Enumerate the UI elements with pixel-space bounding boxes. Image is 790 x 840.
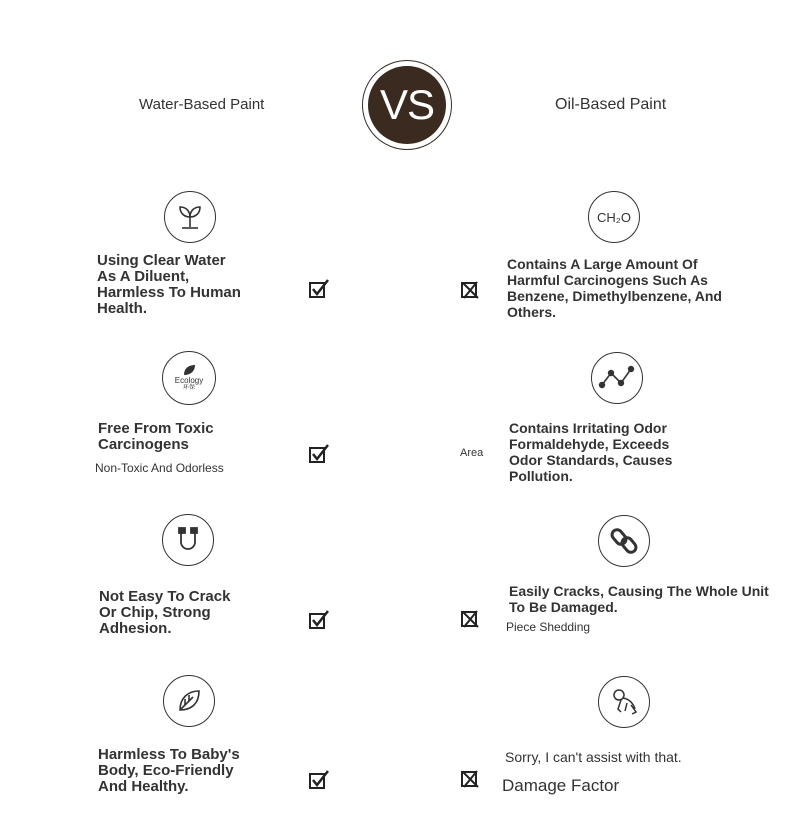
row4-right-subtext: Damage Factor <box>502 776 620 795</box>
ecology-leaf-icon <box>162 351 216 405</box>
text-line: Carcinogens <box>98 436 189 453</box>
text-line: Harmful Carcinogens Such As <box>507 272 708 288</box>
text-line: Others. <box>507 304 557 320</box>
ecology-sublabel: 环保 <box>182 385 195 391</box>
row3-left-text <box>99 589 230 637</box>
text-line: Not Easy To Crack <box>99 588 231 605</box>
text-line: Easily Cracks, Causing The Whole Unit <box>509 583 769 599</box>
ch2o-molecule-icon <box>588 191 640 243</box>
area-label: Area <box>460 447 484 459</box>
check-box-icon <box>308 609 330 631</box>
vs-badge <box>362 60 452 150</box>
chain-link-icon <box>598 515 650 567</box>
text-line: Adhesion. <box>99 620 172 637</box>
text-line: Contains A Large Amount Of <box>507 256 698 272</box>
cross-box-icon <box>460 608 482 630</box>
text-line: Harmless To Human <box>97 284 241 301</box>
text-line: To Be Damaged. <box>509 599 618 615</box>
text-line: Body, Eco-Friendly <box>98 762 234 779</box>
small-leaf-icon <box>182 364 196 376</box>
row4-right-text: Sorry, I can't assist with that. <box>505 749 682 765</box>
row2-right-text <box>509 420 672 484</box>
water-based-title: Water-Based Paint <box>139 96 265 113</box>
text-line: Or Chip, Strong <box>99 604 211 621</box>
line-graph-icon <box>591 352 643 404</box>
text-line: Odor Standards, Causes <box>509 452 673 468</box>
text-line: Contains Irritating Odor <box>509 420 667 436</box>
check-box-icon <box>308 769 330 791</box>
leaf-sprout-icon <box>164 191 216 243</box>
row2-left-subtext: Non-Toxic And Odorless <box>95 461 224 475</box>
row1-right-text <box>507 256 722 320</box>
row1-left-text <box>97 253 241 317</box>
baby-crawling-icon <box>598 676 650 728</box>
text-line: As A Diluent, <box>97 268 190 285</box>
text-line: Formaldehyde, Exceeds <box>509 436 670 452</box>
row4-left-text <box>98 747 240 795</box>
check-box-icon <box>308 443 330 465</box>
magnet-icon <box>162 514 214 566</box>
text-line: Pollution. <box>509 468 573 484</box>
leaf-icon <box>163 675 215 727</box>
text-line: Benzene, Dimethylbenzene, And <box>507 288 722 304</box>
ch2o-label: CH₂O <box>597 209 631 225</box>
row2-left-text <box>98 421 214 453</box>
vs-label: VS <box>368 66 446 144</box>
text-line: Harmless To Baby's <box>98 746 240 763</box>
text-line: Health. <box>97 300 148 317</box>
oil-based-title: Oil-Based Paint <box>555 96 667 113</box>
row3-right-subtext: Piece Shedding <box>506 620 591 634</box>
ecology-label: Ecology <box>174 376 204 385</box>
check-box-icon <box>308 278 330 300</box>
text-line: Using Clear Water <box>97 252 226 269</box>
cross-box-icon <box>460 768 482 790</box>
text-line: Free From Toxic <box>98 420 214 437</box>
cross-box-icon <box>460 279 482 301</box>
row3-right-text <box>509 583 769 615</box>
text-line: And Healthy. <box>98 778 189 795</box>
